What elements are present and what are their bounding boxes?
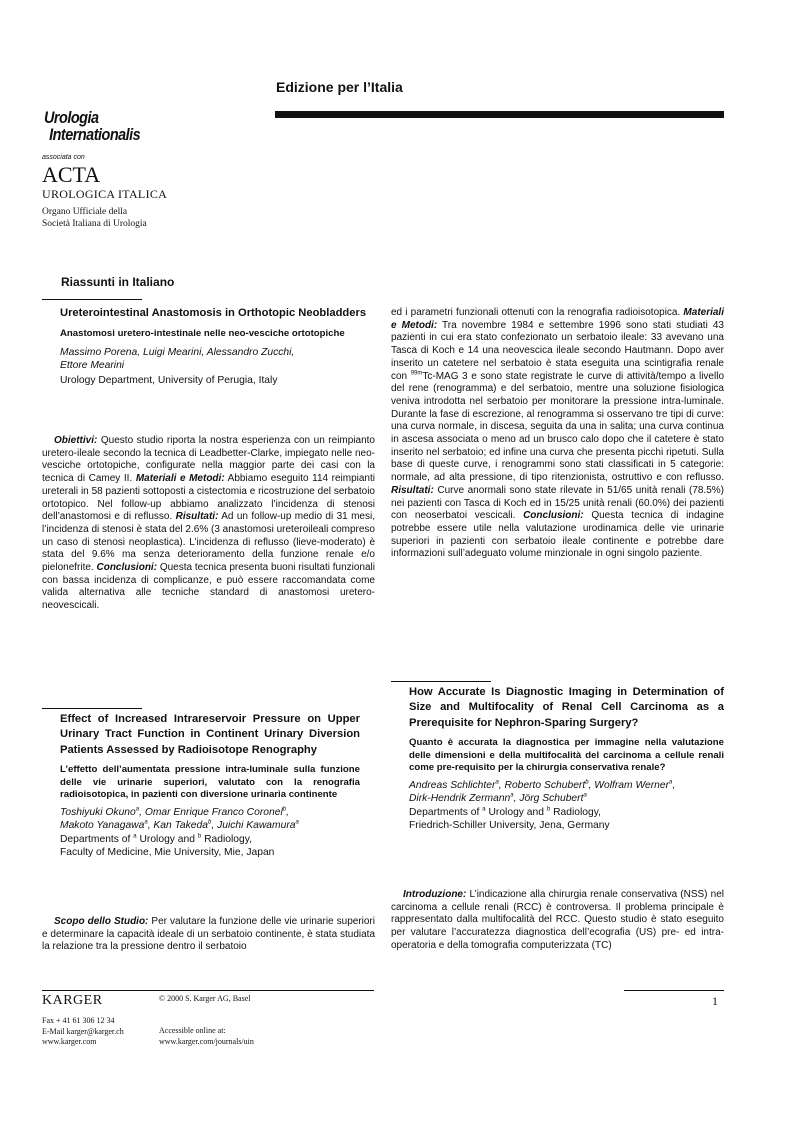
author: Toshiyuki Okuno <box>60 807 136 819</box>
article2-subtitle: L’effetto dell’aumentata pressione intra-luminale sulla funzione delle vie urinarie superiori, valutato con la renografia radioisotopica, in pazienti con diversione urinaria continente <box>60 763 360 801</box>
author: Makoto Yanagawa <box>60 820 145 832</box>
text-materiali: Abbiamo eseguito 114 reimpianti ureterali in 58 pazienti sottoposti a cistectomia e ricostruzione del serbatoio ortotopico. Nel follow-up abbiamo analizzato l’incidenza di stenosi dell’anastomosi e di reflusso. <box>42 473 375 523</box>
label-conclusioni: Conclusioni: <box>96 562 158 574</box>
text-risultati: Curve anormali sono state rilevate in 51/65 unità renali (78.5%) nei pazienti con Tasca di Koch ed in 15/25 unità renali (60.0%) dei pazienti con neoserbatoi vescicali. <box>391 484 724 522</box>
journal-logo-line1: Urologia <box>44 108 99 127</box>
article1-authors <box>60 346 375 372</box>
author: , Kan Takeda <box>147 820 208 832</box>
author: , Wolfram Werner <box>588 780 670 792</box>
article3-subtitle: Quanto è accurata la diagnostica per immagine nella valutazione delle dimensioni e della multifocalità del carcinoma a cellule renali come pre-requisito per la chirurgia conservativa renale? <box>409 736 724 774</box>
label-obiettivi: Obiettivi: <box>54 435 98 446</box>
affil-text: Urology and <box>136 834 198 846</box>
affil-text: Urology and <box>485 807 547 819</box>
edition-title: Edizione per l’Italia <box>276 79 403 95</box>
author-sup: b <box>208 819 212 826</box>
label-scopo: Scopo dello Studio: <box>54 916 149 927</box>
text-risultati: Ad un follow-up medio di 31 mesi, l’incidenza di stenosi è stata del 2.6% (3 anastomosi ureteroileali compreso un caso di stenosi neoplastica). L’incidenza di reflusso (lieve-moderato) è stata del 9.6% ma senza deterioramento della funzione renale e/o pielonefrite. <box>42 511 375 574</box>
online-label: Accessible online at: <box>159 1026 226 1035</box>
article2 <box>60 712 360 859</box>
author-separator: , <box>286 807 289 819</box>
website: www.karger.com <box>42 1037 97 1046</box>
author-sup: a <box>135 806 140 813</box>
article3-abstract-start <box>391 889 724 953</box>
article1-affiliation: Urology Department, University of Perugia, Italy <box>60 375 278 387</box>
section-rule <box>42 299 142 300</box>
article2-title: Effect of Increased Intrareservoir Pressure on Upper Urinary Tract Function in Continent Urinary Diversion Patients Assessed by Radioisotope Renography <box>60 713 360 756</box>
online-url: www.karger.com/journals/uin <box>159 1036 254 1046</box>
karger-logo: KARGER <box>42 993 103 1008</box>
affil-sup: a <box>133 833 137 840</box>
fax: Fax + 41 61 306 12 34 <box>42 1016 115 1025</box>
article2-rule <box>42 708 142 709</box>
author: Dirk-Hendrik Zermann <box>409 793 511 805</box>
label-materiali: Materiali e Metodi: <box>391 307 724 331</box>
author-sup: a <box>510 792 514 799</box>
article3-rule <box>391 681 491 682</box>
author-sup: a <box>583 792 587 799</box>
article3-title: How Accurate Is Diagnostic Imaging in Determination of Size and Multifocality of Renal Cell Carcinoma as a Prerequisite for Nephron-Sparing Surgery? <box>409 686 724 729</box>
affil-line2: Friedrich-Schiller University, Jena, Germany <box>409 820 610 832</box>
affil-sup: b <box>197 833 202 840</box>
affil-text: Radiology, <box>201 834 252 846</box>
text-materiali-a: Tra novembre 1984 e settembre 1996 sono stati studiati 43 pazienti in cui era stato confezionato un serbatoio ileale: 33 avevano una Tasca di Koch e 14 una neovescica ileale secondo Hautmann. Dopo aver inserito un catetere nel serbatoio è stata eseguita una scintigrafia renale con <box>391 319 724 382</box>
header-rule <box>275 111 724 118</box>
author: , Jörg Schubert <box>513 793 584 805</box>
author-separator: , <box>672 780 676 792</box>
organo-text <box>42 206 147 230</box>
author: , Roberto Schubert <box>498 780 586 792</box>
affil-text: Departments of <box>409 807 483 819</box>
footer-rule-right <box>624 990 724 991</box>
label-introduzione: Introduzione: <box>403 889 467 900</box>
author-sup: a <box>144 819 148 826</box>
article1-title: Ureterointestinal Anastomosis in Orthotopic Neobladders <box>60 307 367 319</box>
journal-logo-line2: Internationalis <box>49 125 141 144</box>
text-cont: ed i parametri funzionali ottenuti con la renografia radioisotopica. <box>391 307 684 318</box>
text-materiali-b: Tc-MAG 3 e sono state registrate le curve di attività/tempo a livello del rene (renogramma) e del serbatoio, mentre una soluzione fisiologica veniva introdotta nel serbatoio per monitorare la pressione intra-luminale. Durante la fase di escrezione, al renogramma si osservano tre tipi di curve: una curva normale, in discesa, seguita da una in salita; una curva continua in ascesa associata o meno ad un brusco calo dopo che il catetere è stato inserito nel serbatoio; ed infine una curva che presenta picchi ripetuti. Sulla base di queste curve, i renogrammi sono stati classificati in 5 categorie: normale, ad alta pressione, di tipo ritenzionista, ostruttivo e con reflusso. <box>391 370 725 484</box>
text-conclusioni: Questa tecnica presenta buoni risultati funzionali con bassa incidenza di complicanze, e può essere raccomandata come valida alternativa alle tecniche standard di anastomosi uretero-neovescicali. <box>42 562 375 612</box>
text-conclusioni: Questa tecnica di indagine potrebbe essere utile nella valutazione urodinamica delle vie urinarie superiori in pazienti con serbatoio ileale continente e potrebbe dare informazioni sull’adeguato volume minzionale in ogni singolo paziente. <box>391 510 724 560</box>
affil-line2: Faculty of Medicine, Mie University, Mie, Japan <box>60 847 275 859</box>
label-risultati: Risultati: <box>391 484 434 496</box>
text-introduzione: L’indicazione alla chirurgia renale conservativa (NSS) nel carcinoma a cellule renali (RCC) è controversa. Il problema principale è rappresentato dalla multifocalità del RCC. Questo studio è stato eseguito per valutare l’accuratezza diagnostica dell’ecografia (US) pre- ed intra-operatoria e della tomografia computerizzata (TC) <box>391 889 724 951</box>
footer-rule-left <box>42 990 374 991</box>
organo-line2: Società Italiana di Urologia <box>42 219 147 229</box>
affil-text: Radiology, <box>550 807 601 819</box>
article1 <box>60 306 375 387</box>
acta-subtitle: UROLOGICA ITALICA <box>42 187 168 201</box>
text-scopo: Per valutare la funzione delle vie urinarie superiori e determinare la capacità ideale di un serbatoio continente, è stata studiata la relazione tra la pressione dentro il serbatoio <box>42 916 375 953</box>
author-sup: a <box>295 819 299 826</box>
article1-authors-line2: Ettore Mearini <box>60 360 125 372</box>
article2-abstract-start <box>42 916 375 954</box>
label-materiali: Materiali e Metodi: <box>135 473 225 485</box>
section-title: Riassunti in Italiano <box>61 275 175 289</box>
isotope-sup: 99m <box>410 370 423 377</box>
article2-abstract-cont <box>391 307 724 561</box>
copyright: © 2000 S. Karger AG, Basel <box>159 994 251 1003</box>
author-sup: b <box>585 779 589 786</box>
organo-line1: Organo Ufficiale della <box>42 207 128 217</box>
article1-authors-line1: Massimo Porena, Luigi Mearini, Alessandro Zucchi, <box>60 347 295 359</box>
article3-authors <box>409 779 724 805</box>
author: , Juichi Kawamura <box>211 820 296 832</box>
online-access <box>159 1026 254 1047</box>
acta-logo: ACTA <box>42 162 101 187</box>
affil-sup: a <box>482 806 486 813</box>
article1-subtitle: Anastomosi uretero-intestinale nelle neo-vesciche ortotopiche <box>60 328 345 340</box>
email: E-Mail karger@karger.ch <box>42 1026 124 1036</box>
author: , Omar Enrique Franco Coronel <box>139 807 283 819</box>
article2-authors <box>60 806 360 832</box>
article1-abstract <box>42 435 375 613</box>
contact-info <box>42 1016 124 1048</box>
article3-affiliation <box>409 806 724 832</box>
label-risultati: Risultati: <box>175 511 219 523</box>
author: Andreas Schlichter <box>409 780 496 792</box>
article2-affiliation <box>60 833 360 859</box>
affil-sup: b <box>546 806 551 813</box>
affil-text: Departments of <box>60 834 134 846</box>
article3 <box>409 685 724 832</box>
author-sup: a <box>669 779 673 786</box>
text-obiettivi: Questo studio riporta la nostra esperienza con un reimpianto uretero-ileale secondo la tecnica di Leadbetter-Clarke, impiegato nelle neo-vesciche ortotopiche, configurate nella maggior parte dei casi con la tecnica di Camey II. <box>42 435 375 485</box>
associated-label: associata con <box>42 154 85 161</box>
page-number: 1 <box>712 994 718 1008</box>
author-sup: a <box>495 779 499 786</box>
author-sup: b <box>282 806 287 813</box>
journal-logo <box>44 109 140 143</box>
label-conclusioni: Conclusioni: <box>523 510 584 522</box>
